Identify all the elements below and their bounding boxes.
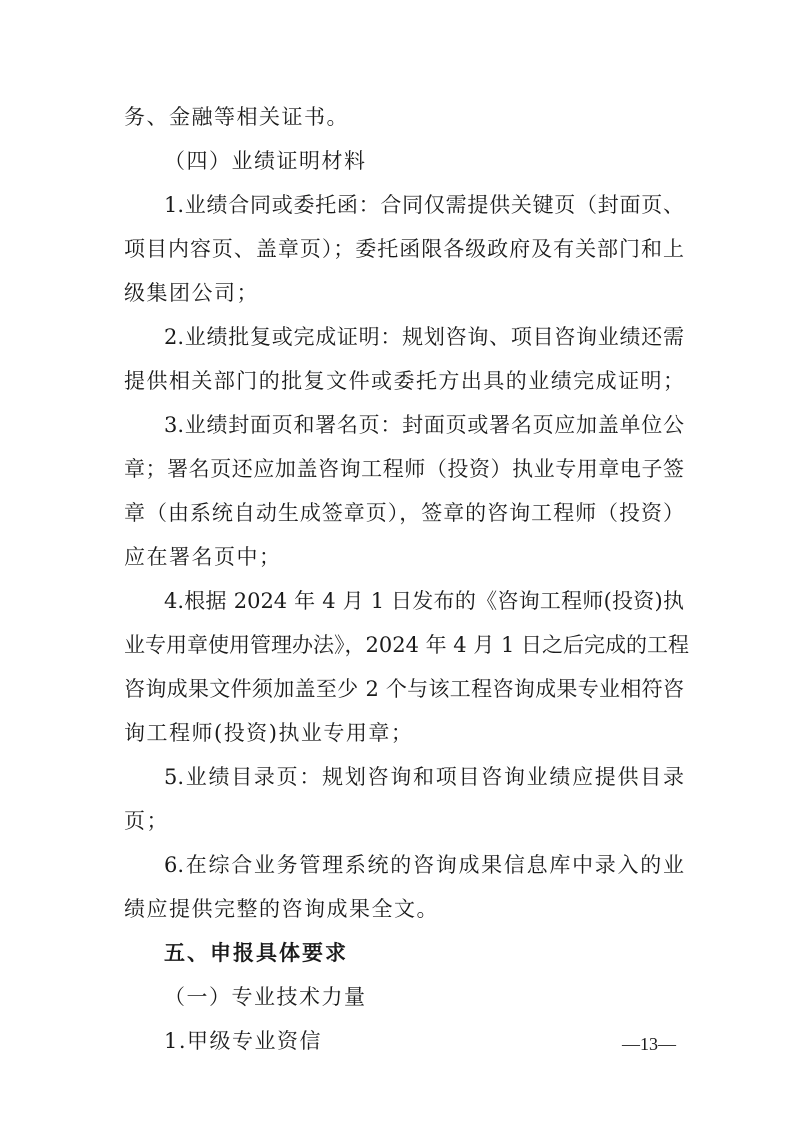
- section-subheading: （一）专业技术力量: [164, 985, 367, 1009]
- text-line: 5.业绩目录页：规划咨询和项目咨询业绩应提供目录: [164, 765, 684, 789]
- text-line: 绩应提供完整的咨询成果全文。: [124, 897, 439, 921]
- section-heading: 五、申报具体要求: [164, 941, 348, 965]
- text-line: 应在署名页中；: [124, 545, 282, 569]
- text-line: 提供相关部门的批复文件或委托方出具的业绩完成证明；: [124, 369, 684, 393]
- page-number: —13—: [622, 1034, 676, 1054]
- text-line: 咨询成果文件须加盖至少 2 个与该工程咨询成果专业相符咨: [124, 677, 684, 701]
- text-line: 6.在综合业务管理系统的咨询成果信息库中录入的业: [164, 853, 684, 877]
- text-line: 1.甲级专业资信: [164, 1029, 323, 1053]
- text-line: 3.业绩封面页和署名页：封面页或署名页应加盖单位公: [164, 413, 684, 437]
- text-line: 4.根据 2024 年 4 月 1 日发布的《咨询工程师(投资)执: [164, 589, 684, 613]
- text-line: 2.业绩批复或完成证明：规划咨询、项目咨询业绩还需: [164, 325, 684, 349]
- text-line: 务、金融等相关证书。: [124, 105, 349, 129]
- section-subheading: （四）业绩证明材料: [164, 149, 367, 173]
- text-line: 询工程师(投资)执业专用章；: [124, 721, 414, 745]
- text-line: 业专用章使用管理办法》，2024 年 4 月 1 日之后完成的工程: [124, 633, 690, 657]
- text-line: 1.业绩合同或委托函：合同仅需提供关键页（封面页、: [164, 193, 684, 217]
- text-line: 页；: [124, 809, 169, 833]
- text-line: 章（由系统自动生成签章页），签章的咨询工程师（投资）: [124, 501, 684, 525]
- text-line: 级集团公司；: [124, 281, 259, 305]
- text-line: 项目内容页、盖章页）；委托函限各级政府及有关部门和上: [124, 237, 684, 261]
- text-line: 章；署名页还应加盖咨询工程师（投资）执业专用章电子签: [124, 457, 684, 481]
